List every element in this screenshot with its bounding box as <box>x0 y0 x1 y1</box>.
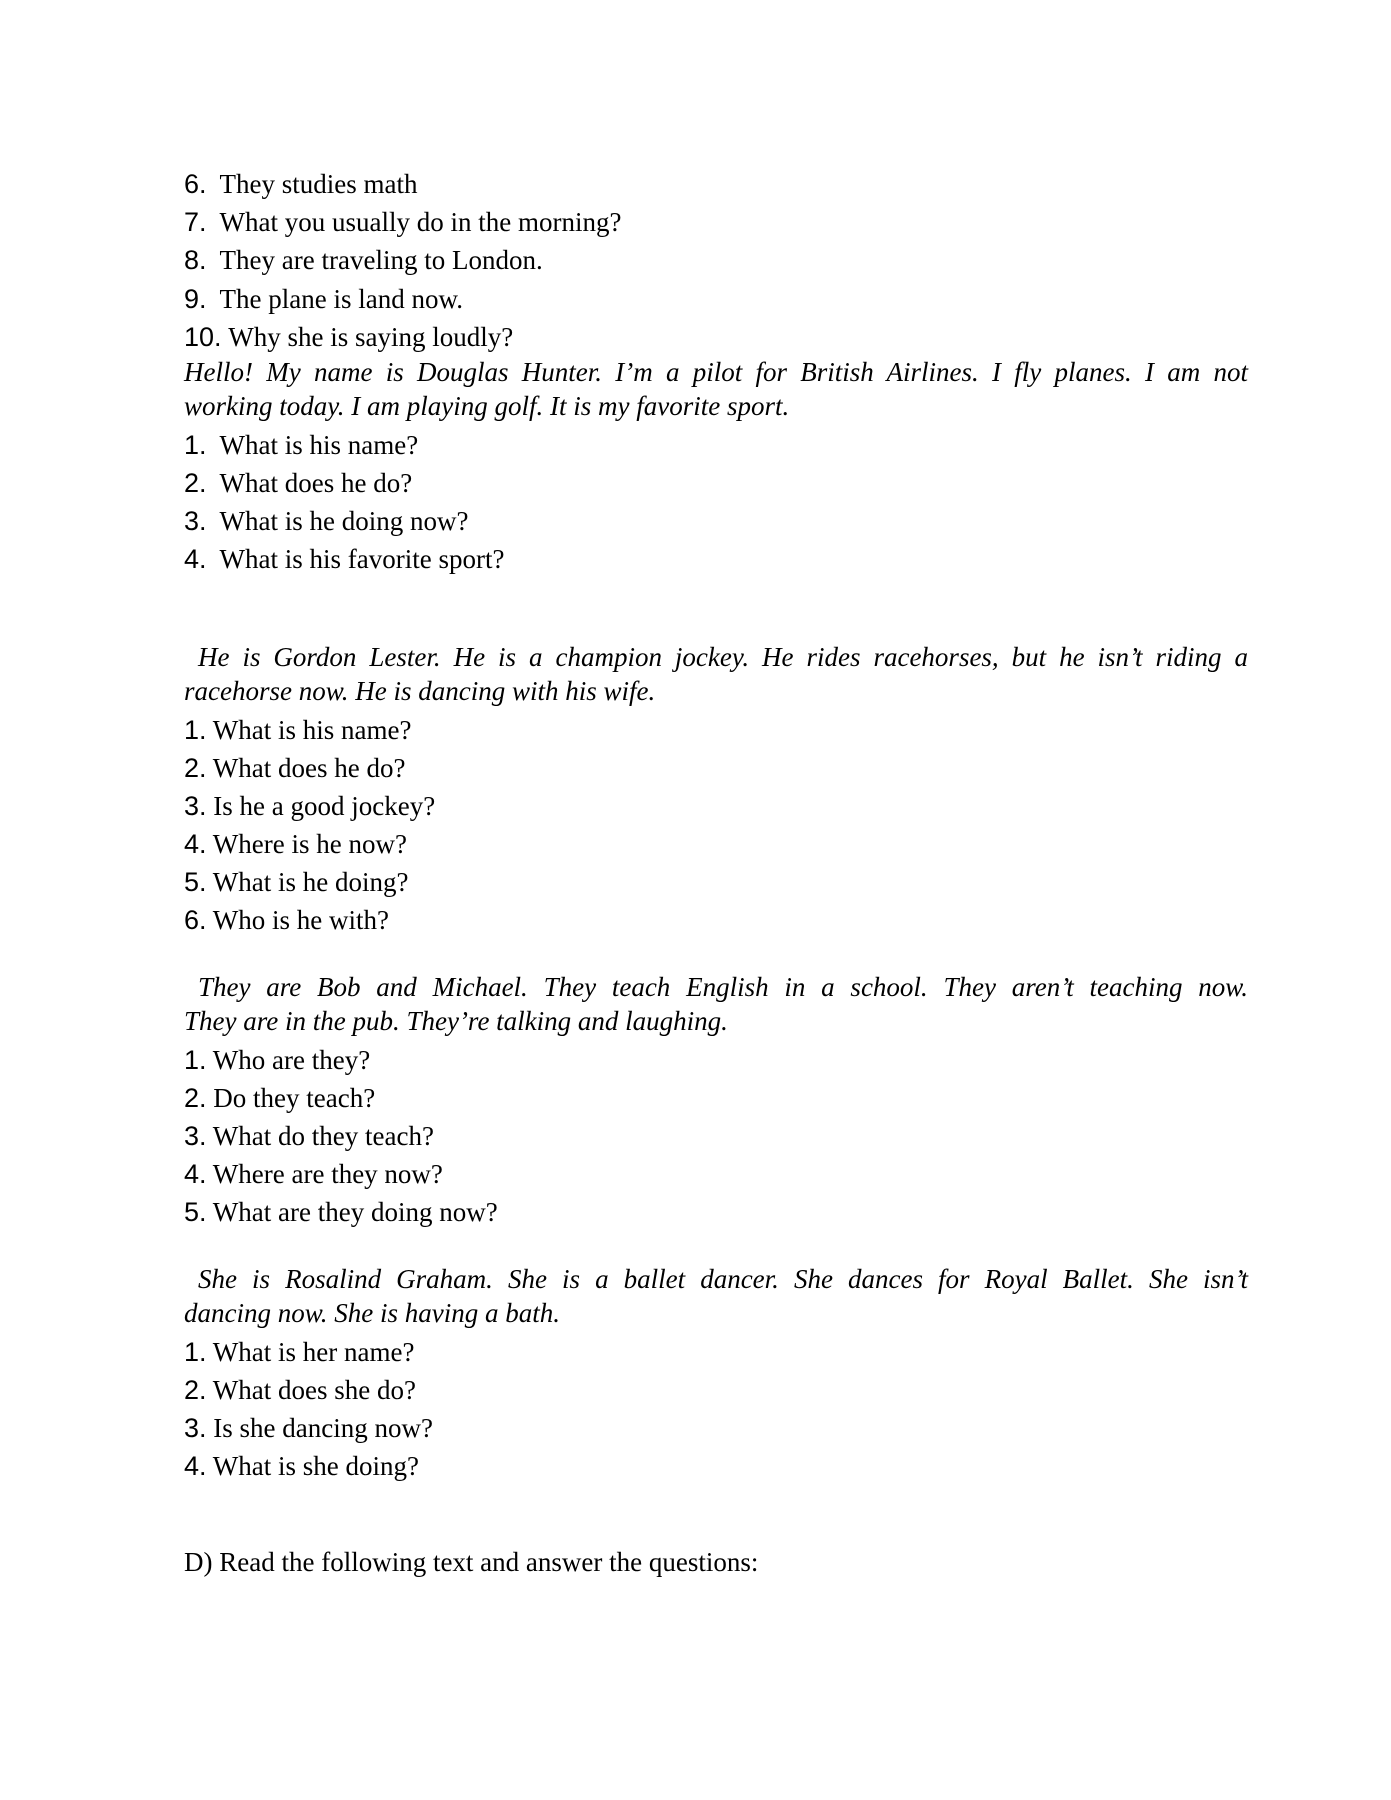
list-item: 6. They studies math <box>184 169 418 199</box>
question-item: 6. Who is he with? <box>184 905 390 935</box>
question-item: 2. What does he do? <box>184 753 406 783</box>
question-item: 3. Is he a good jockey? <box>184 791 436 821</box>
question-item: 2. Do they teach? <box>184 1083 376 1113</box>
list-item: 10. Why she is saying loudly? <box>184 322 514 352</box>
question-item: 5. What is he doing? <box>184 867 409 897</box>
list-item: 9. The plane is land now. <box>184 284 463 314</box>
question-item: 2. What does she do? <box>184 1375 416 1405</box>
question-item: 1. What is his name? <box>184 430 419 460</box>
question-item: 4. What is his favorite sport? <box>184 544 505 574</box>
passage-rosalind: She is Rosalind Graham. She is a ballet dancer. She dances for Royal Ballet. She isn’t dancing now. She is having a bath. <box>184 1264 1248 1328</box>
question-item: 3. Is she dancing now? <box>184 1413 433 1443</box>
list-item: 8. They are traveling to London. <box>184 245 543 275</box>
question-item: 1. What is his name? <box>184 715 412 745</box>
question-item: 3. What is he doing now? <box>184 506 469 536</box>
question-item: 3. What do they teach? <box>184 1121 434 1151</box>
passage-gordon: He is Gordon Lester. He is a champion jockey. He rides racehorses, but he isn’t riding a racehorse now. He is dancing with his wife. <box>184 642 1248 706</box>
question-item: 1. Who are they? <box>184 1045 371 1075</box>
passage-douglas: Hello! My name is Douglas Hunter. I’m a pilot for British Airlines. I fly planes. I am not working today. I am playing golf. It is my favorite sport. <box>184 357 1248 421</box>
section-d-heading: D) Read the following text and answer the questions: <box>184 1547 759 1577</box>
question-item: 4. Where is he now? <box>184 829 407 859</box>
question-item: 5. What are they doing now? <box>184 1197 498 1227</box>
question-item: 1. What is her name? <box>184 1337 415 1367</box>
question-item: 4. Where are they now? <box>184 1159 443 1189</box>
question-item: 4. What is she doing? <box>184 1451 420 1481</box>
passage-bob-michael: They are Bob and Michael. They teach English in a school. They aren’t teaching now. They are in the pub. They’re talking and laughing. <box>184 972 1248 1036</box>
list-item: 7. What you usually do in the morning? <box>184 207 622 237</box>
question-item: 2. What does he do? <box>184 468 413 498</box>
